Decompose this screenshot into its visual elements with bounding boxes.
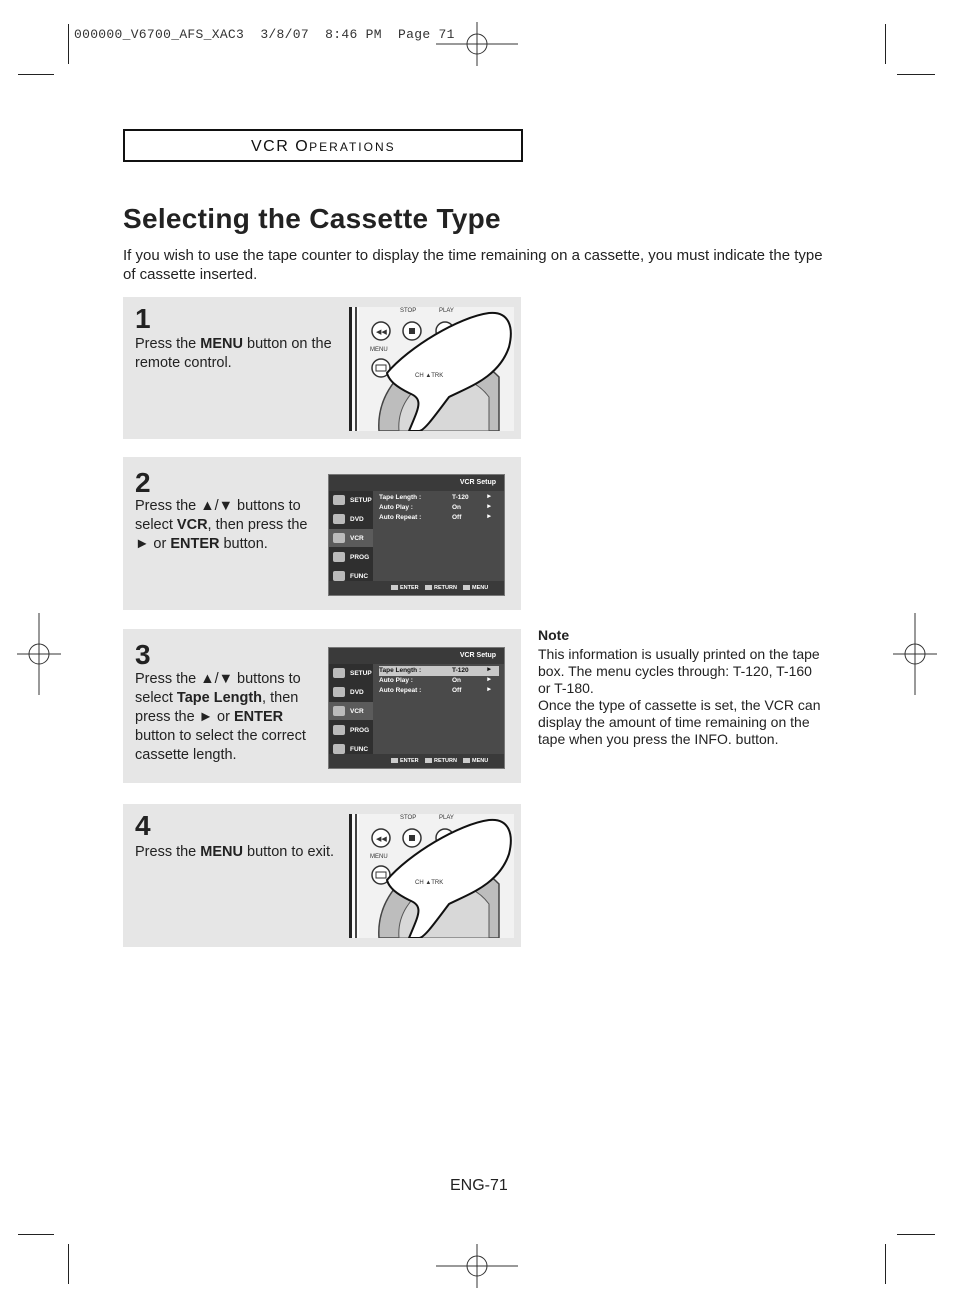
stop-label: STOP (400, 308, 417, 314)
osd-bottom-menu: MENU (463, 585, 488, 591)
play-label: PLAY (439, 815, 454, 821)
note-line: This information is usually printed on the tape box. The menu cycles through: T-120, T-160 or T-180. (538, 646, 820, 696)
step-text: Press the ▲/▼ buttons to select Tape Length, then press the ► or ENTER button to select the correct cassette length. (135, 671, 306, 763)
step-number: 4 (135, 810, 151, 841)
section-header (123, 129, 523, 162)
step-number: 2 (135, 467, 151, 498)
osd-sidebar-dvd: DVD (329, 510, 373, 528)
remote-illustration (349, 814, 514, 938)
step-4 (123, 804, 521, 947)
note-heading: Note (538, 627, 570, 643)
osd-sidebar-prog: PROG (329, 548, 373, 566)
step-text: Press the ▲/▼ buttons to select VCR, then press the ► or ENTER button. (135, 498, 308, 552)
osd-title: VCR Setup (459, 479, 496, 486)
remote-hand-icon (349, 814, 514, 938)
osd-row-tape-length: Tape Length : T-120 ► (379, 493, 493, 501)
osd-row-tape-length-selected: Tape Length : T-120 ► (379, 666, 499, 676)
osd-sidebar-vcr: VCR (329, 702, 373, 720)
registration-mark-bottom (436, 1244, 518, 1288)
step-2 (123, 457, 521, 610)
step-number: 3 (135, 639, 151, 670)
osd-sidebar-func: FUNC (329, 740, 373, 758)
svg-text:◀◀: ◀◀ (376, 329, 387, 336)
osd-row-auto-repeat: Auto Repeat : Off ► (379, 513, 493, 521)
intro-paragraph: If you wish to use the tape counter to display the time remaining on a cassette, you must indicate the type of cassette inserted. (123, 247, 823, 283)
crop-mark (897, 1234, 935, 1235)
osd-bottom-return: RETURN (425, 758, 457, 764)
step-text: Press the MENU button on the remote control. (135, 336, 332, 371)
osd-bottom-enter: ENTER (391, 585, 419, 591)
stop-label: STOP (400, 815, 417, 821)
crop-mark (68, 1244, 69, 1284)
clock-icon (333, 552, 345, 562)
crop-mark (885, 24, 886, 64)
section-label (251, 138, 396, 156)
ch-trk-label: CH ▲TRK (415, 373, 444, 379)
grid-icon (333, 744, 345, 754)
clock-icon (333, 725, 345, 735)
svg-text:◀◀: ◀◀ (376, 836, 387, 843)
gear-icon (333, 495, 345, 505)
section-label-first: VCR O (251, 138, 310, 155)
crop-mark (68, 24, 69, 64)
registration-mark-left (17, 613, 61, 695)
step-3 (123, 629, 521, 783)
ch-trk-label: CH ▲TRK (415, 880, 444, 886)
note-line: Once the type of cassette is set, the VCR can display the amount of time remaining on the tape when you press the INFO. button. (538, 697, 821, 747)
osd-bottom-return: RETURN (425, 585, 457, 591)
crop-mark (885, 1244, 886, 1284)
note-body (538, 646, 828, 748)
page-title: Selecting the Cassette Type (123, 203, 501, 234)
osd-sidebar-vcr: VCR (329, 529, 373, 547)
step-text: Press the MENU button to exit. (135, 844, 335, 860)
remote-hand-icon (349, 307, 514, 431)
menu-label: MENU (370, 347, 388, 353)
osd-bottom-menu: MENU (463, 758, 488, 764)
remote-illustration (349, 307, 514, 431)
tape-icon (333, 706, 345, 716)
osd-sidebar-dvd: DVD (329, 683, 373, 701)
registration-mark-right (893, 613, 937, 695)
play-label: PLAY (439, 308, 454, 314)
gear-icon (333, 668, 345, 678)
page-number: ENG-71 (450, 1177, 508, 1194)
osd-sidebar-prog: PROG (329, 721, 373, 739)
crop-mark (18, 1234, 54, 1235)
osd-row-auto-play: Auto Play : On ► (379, 503, 493, 511)
osd-title: VCR Setup (459, 652, 496, 659)
menu-label: MENU (370, 854, 388, 860)
disc-icon (333, 514, 345, 524)
osd-sidebar-setup: SETUP (329, 491, 373, 509)
osd-sidebar-func: FUNC (329, 567, 373, 585)
step-number: 1 (135, 303, 151, 334)
step-1 (123, 297, 521, 439)
section-label-rest: PERATIONS (309, 140, 396, 154)
crop-mark (897, 74, 935, 75)
print-header: 000000_V6700_AFS_XAC3 3/8/07 8:46 PM Page 71 (74, 27, 455, 42)
osd-screen (328, 647, 505, 769)
osd-bottom-enter: ENTER (391, 758, 419, 764)
osd-sidebar-setup: SETUP (329, 664, 373, 682)
osd-screen (328, 474, 505, 596)
crop-mark (18, 74, 54, 75)
grid-icon (333, 571, 345, 581)
osd-row-auto-repeat: Auto Repeat : Off ► (379, 686, 493, 694)
tape-icon (333, 533, 345, 543)
disc-icon (333, 687, 345, 697)
osd-row-auto-play: Auto Play : On ► (379, 676, 493, 684)
